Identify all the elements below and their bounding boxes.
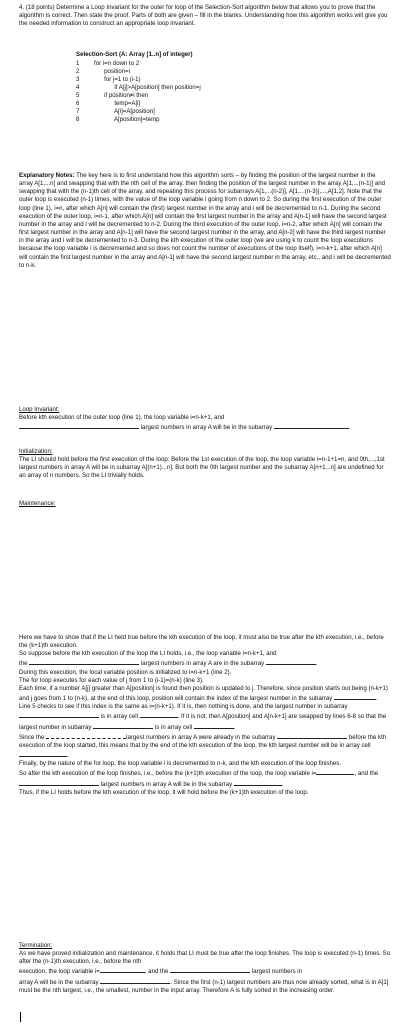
maintenance-p9: Thus, if the LI holds before the kth execution of the loop, it will hold before the (k+1)th execution of the loop. — [19, 788, 309, 796]
blank-field[interactable] — [170, 966, 250, 973]
maintenance-text: Each time, if a number A[j] greater than A[position] is found then position is updated to j. Therefore, since position starts out being (n-k+1) and j goes from 1 to (n-k), at the end of this loop, position will contain the index of the largest number in the subarray — [19, 684, 388, 703]
line-code: for j=1 to (i-1) — [94, 76, 141, 84]
loop-invariant-section: Loop Invariant: Before kth execution of the outer loop (line 1), the loop variable i=n-k+1, and largest numbers in array A will be in the subarray . — [19, 406, 391, 432]
line-number: 7 — [76, 108, 80, 116]
line-number: 1 — [76, 60, 80, 68]
blank-field[interactable] — [19, 750, 67, 757]
maintenance-section: Here we have to show that if the LI held true before the kth execution of the loop, it must also be true after the kth execution, i.e., before the (k+1)th execution. So suppose before the kth execution of the loop the LI holds, i.e., the loop variable i=n-k+1, and the largest numbers in array A are in the subarray . During this execution, the local variable position is initialized to i=n-k+1 (line 2). The for loop executes for each value of j from 1 to (i-1)=(n-k) (line 3). Each time, if a number A[j] greater than A[position] is found then position is updated to j. Therefore, since position starts out being (n-k+1) and j goes from 1 to (n-k), at the end of this loop, position will contain the index of the largest number in the subarray . Line 5 checks to see if this index is the same as i=(n-k+1). If it is, then nothing is done, and the largest number in subarray is in array cell . If it is not, then A[position] and A[n-k+1] are swapped by lines 6-8 so that the largest number in subarray is in array cell . Since the largest numbers in array A were already in the subarray before the kth execution of the loop started, this means that by the end of the kth execution of the loop, the kth largest number will be in array cell . Finally, by the nature of the for loop, the loop variable i is decremented to n-k, and the kth execution of the loop finishes. So after the kth execution of the loop finishes, i.e., before the (k+1)th execution of the loop, the loop variable i= , and the largest numbers in array A will be in the subarray . Thus, if the LI holds before the kth execution of the loop, it will hold before the (k+1)th execution of the loop. — [19, 634, 391, 797]
question-header — [19, 4, 391, 28]
blank-field[interactable] — [46, 732, 126, 739]
maintenance-text: largest numbers in array A are in the subarray — [140, 660, 265, 668]
initialization-text: The LI should hold before the first execution of the loop: Before the 1st execution of the loop, the loop variable i=n-1+1=n, and 0th,...,1st largest numbers in array A will be in subarray A[(n+1)...n]. But both the 0th largest number and the subarray A[n+1...n] are undefined for an array of n numbers. So the LI trivially holds. — [19, 456, 385, 480]
maintenance-heading-block — [19, 500, 391, 508]
maintenance-p3: The for loop executes for each value of j from 1 to (i-1)=(n-k) (line 3). — [19, 676, 204, 684]
algorithm-block — [76, 51, 376, 124]
blank-field[interactable] — [19, 711, 99, 718]
blank-field[interactable] — [19, 422, 139, 429]
initialization-section — [19, 448, 391, 481]
blank-field[interactable] — [19, 779, 99, 786]
maintenance-text: in array cell — [161, 723, 193, 731]
termination-text: execution, the loop variable i= — [19, 968, 100, 976]
algo-line — [76, 108, 376, 116]
termination-text: , and the — [144, 968, 169, 976]
maintenance-text: Line 5 checks to see if this index is the same as i=(n-k+1). If it is, then nothing is done, and the largest number in subarray — [19, 703, 348, 711]
line-number: 6 — [76, 100, 80, 108]
maintenance-text: is in array cell — [100, 713, 138, 721]
loop-invariant-heading: Loop Invariant: — [19, 406, 60, 413]
maintenance-text: is — [154, 723, 160, 731]
initialization-heading: Initialization: — [19, 448, 53, 455]
termination-heading: Termination: — [19, 942, 53, 949]
line-code: if A[j]>A[position] then position=j — [94, 84, 201, 92]
maintenance-text: . If it is not, then A[position] — [177, 713, 251, 721]
maintenance-p1a: Here we have to show that if the LI held true before the kth execution of the loop, it must also be true after the kth execution, i.e., before the (k+1)th execution. — [19, 634, 384, 650]
maintenance-text: before the kth execution of the loop started, this means that by the end of the kth — [19, 733, 387, 749]
blank-field[interactable] — [29, 658, 139, 665]
algo-line — [76, 60, 376, 68]
maintenance-text: Since the — [19, 733, 45, 741]
blank-field[interactable] — [100, 977, 170, 984]
algo-line — [76, 76, 376, 84]
line-number: 8 — [76, 116, 80, 124]
termination-text: . Since the first (n-1) largest numbers are thus now already sorted, what is in A[1] must be the nth largest, i.e., the smallest, number in the input array. Therefore A is fully sorted in the increasing order. — [19, 978, 389, 994]
maintenance-p7: Finally, by the nature of the for loop, the loop variable i is decremented to n-k, and the kth execution of the loop finishes. — [19, 760, 342, 768]
maintenance-text: execution of the loop, the kth largest number will be in array cell — [198, 741, 371, 749]
algo-line — [76, 100, 376, 108]
line-number: 5 — [76, 92, 80, 100]
explanatory-notes — [19, 172, 391, 270]
maintenance-text: loop variable i= — [275, 770, 317, 778]
blank-field[interactable] — [274, 422, 349, 429]
line-code: if position≠i then — [94, 92, 149, 100]
maintenance-text: largest numbers in array A will be in the — [100, 780, 207, 788]
blank-field[interactable] — [234, 779, 282, 786]
notes-text: The key here is to first understand how this algorithm sorts – by finding the position of the largest number in the array A[1,...n] and swapping that with the nth cell of the array, then finding the position of the largest number in the array A[1,...(n-1)] and swapping that with the (n-1)th cell of the array, and repeating this process for subarrays A[1,...(n-2)], A[1,...(n-3)],...,A[1,2]. Note that the outer loop is executed (n-1) times, with the value of the loop variable i going from n down to 2. So during the first execution of the outer loop (line 1), i=n, after which A[n] will contain the (first) largest number in the array and i will be decremented to n-1. During the second execution of the outer loop, i=n-1, after which A[n] will contain the first largest number in the array and A[n-1] will have the second largest number in the array and i will be decremented to n-2. During the third execution of the outer loop, i=n-2, after which A[n] will contain the first largest number in the array and A[n-1] will have the second largest number in the array, and A[n-2] will have the third largest number in the array and i will be decremented to n-3. During the kth execution of the outer loop (we are using k to count the loop executions because the loop variable i is decremented and so does not count the number of executions of the loop itself), i=n-k+1, after which A[n] will contain the first largest number in the array and A[n-1] will have the second largest number in the array, etc., and i will be decremented to n-k. — [19, 172, 391, 269]
notes-label: Explanatory Notes: — [19, 172, 75, 179]
line-code: A[position]=temp — [94, 116, 160, 124]
line-number: 4 — [76, 84, 80, 92]
blank-field[interactable] — [194, 722, 234, 729]
line-code: A[i]=A[position] — [94, 108, 155, 116]
maintenance-text: So after the kth execution of the loop finishes, i.e., before the (k+1)th execution of the loop, the — [19, 770, 274, 778]
termination-a: As we have proved initialization and maintenance, it holds that LI must be true after the loop finishes. The loop is executed (n-1) times. So after the (n-1)th execution, i.e., before the nth — [19, 950, 391, 966]
blank-field[interactable] — [100, 966, 145, 973]
line-code: position=i — [94, 68, 131, 76]
maintenance-text: and A[n-k+1] are swapped by lines 6-8 so that the largest number in subarray — [19, 713, 387, 731]
algo-line — [76, 116, 376, 124]
loop-invariant-line1: Before kth execution of the outer loop (line 1), the loop variable i=n-k+1, and — [19, 414, 225, 422]
maintenance-p2: During this execution, the local variable position is initialized to i=n-k+1 (line 2). — [19, 668, 232, 676]
question-text: 4. (18 points) Determine a Loop Invariant for the outer for loop of the Selection-Sort algorithm below that allows you to prove that the algorithm is correct. Then state the proof. Parts of both are given – fill in the blanks. Understanding how this algorithm works will give you the needed information to construct an appropriate loop invariant. — [19, 4, 388, 28]
blank-field[interactable] — [93, 722, 153, 729]
termination-section — [19, 942, 391, 995]
termination-text: array A will be in the subarray — [19, 978, 99, 986]
algorithm-title: Selection-Sort (A: Array [1..n] of integer) — [76, 51, 193, 58]
maintenance-p1b: So suppose before the kth execution of the loop the LI holds, i.e., the loop variable i=n-k+1, and — [19, 650, 277, 658]
line-code: for i=n down to 2 — [94, 60, 140, 68]
algo-line — [76, 68, 376, 76]
loop-invariant-line2: largest numbers in array A will be in the subarray — [140, 424, 273, 432]
maintenance-text: the — [19, 660, 28, 668]
blank-field[interactable] — [266, 658, 316, 665]
maintenance-text: , and the — [354, 770, 379, 778]
line-number: 3 — [76, 76, 80, 84]
maintenance-heading: Maintenance: — [19, 500, 56, 507]
blank-field[interactable] — [140, 711, 178, 718]
algo-line — [76, 92, 376, 100]
blank-field[interactable] — [334, 693, 376, 700]
algo-line — [76, 84, 376, 92]
text-cursor — [20, 1012, 21, 1022]
blank-field[interactable] — [277, 732, 347, 739]
maintenance-text: largest numbers in array A were already in the subarray — [126, 733, 276, 741]
line-code: temp=A[i] — [94, 100, 141, 108]
line-number: 2 — [76, 68, 80, 76]
termination-text: largest numbers in — [251, 968, 303, 976]
maintenance-text: subarray — [208, 780, 233, 788]
blank-field[interactable] — [316, 768, 354, 775]
